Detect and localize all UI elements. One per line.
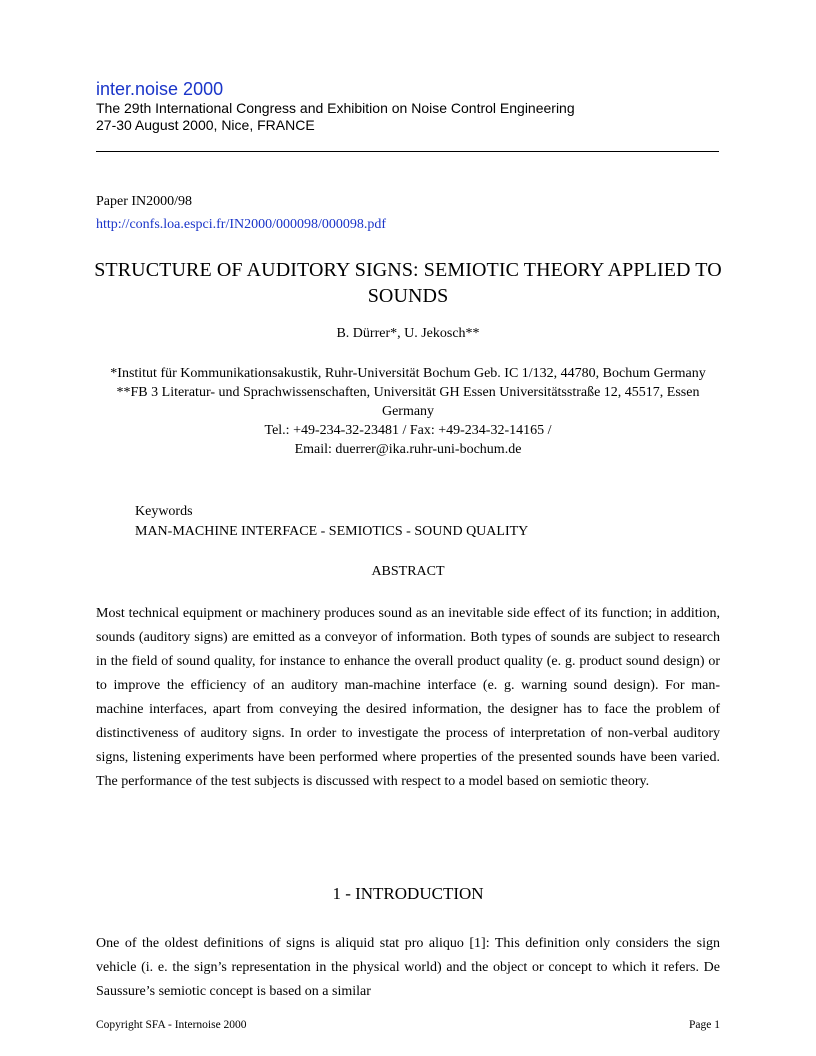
paper-id: Paper IN2000/98	[96, 194, 193, 209]
keywords-label: Keywords	[135, 504, 193, 519]
paper-authors: B. Dürrer*, U. Jekosch**	[336, 326, 480, 341]
conference-dates: 27-30 August 2000, Nice, FRANCE	[96, 117, 315, 133]
introduction-text: One of the oldest definitions of signs is aliquid stat pro aliquo [1]: This definition only considers the sign vehicle (i. e. the sign’s representation in the physical world) and the object or concept to which it refers. De Saussure’s semiotic concept is based on a similar	[96, 936, 720, 999]
contact-email: Email: duerrer@ika.ruhr-uni-bochum.de	[294, 442, 522, 457]
abstract-text: Most technical equipment or machinery produces sound as an inevitable side effect of its function; in addition, sounds (auditory signs) are emitted as a conveyor of information. Both types of sounds are subject to research in the field of sound quality, for instance to enhance the overall product quality (e. g. product sound design) or to improve the efficiency of an auditory man-machine interface (e. g. warning sound design). For man-machine interfaces, apart from conveying the desired information, the designer has to face the problem of distinctiveness of auditory signs. In order to investigate the process of interpretation of non-verbal auditory signs, listening experiments have been performed where properties of the presented sounds have been varied. The performance of the test subjects is discussed with respect to a model based on semiotic theory.	[96, 606, 720, 789]
congress-name: The 29th International Congress and Exhibition on Noise Control Engineering	[96, 100, 575, 116]
conference-header	[96, 78, 720, 134]
abstract-heading: ABSTRACT	[371, 564, 445, 579]
paper-title: STRUCTURE OF AUDITORY SIGNS: SEMIOTIC THEORY APPLIED TO SOUNDS	[94, 259, 722, 307]
keywords-block	[135, 502, 528, 542]
affiliation-line: *Institut für Kommunikationsakustik, Ruhr-Universität Bochum Geb. IC 1/132, 44780, Bochum Germany	[110, 366, 706, 381]
contact-phone: Tel.: +49-234-32-23481 / Fax: +49-234-32-14165 /	[264, 423, 552, 438]
keywords-list: MAN-MACHINE INTERFACE - SEMIOTICS - SOUND QUALITY	[135, 524, 529, 539]
author-affiliations	[90, 364, 726, 459]
conference-name: inter.noise 2000	[96, 79, 224, 99]
paper-url-link[interactable]: http://confs.loa.espci.fr/IN2000/000098/000098.pdf	[96, 217, 387, 232]
affiliation-line: **FB 3 Literatur- und Sprachwissenschaften, Universität GH Essen Universitätsstraße 12, 45517, Essen Germany	[116, 385, 700, 419]
footer-copyright: Copyright SFA - Internoise 2000	[96, 1019, 247, 1031]
introduction-heading: 1 - INTRODUCTION	[332, 884, 484, 903]
footer-page-number: Page 1	[689, 1019, 720, 1031]
header-divider	[96, 151, 719, 152]
